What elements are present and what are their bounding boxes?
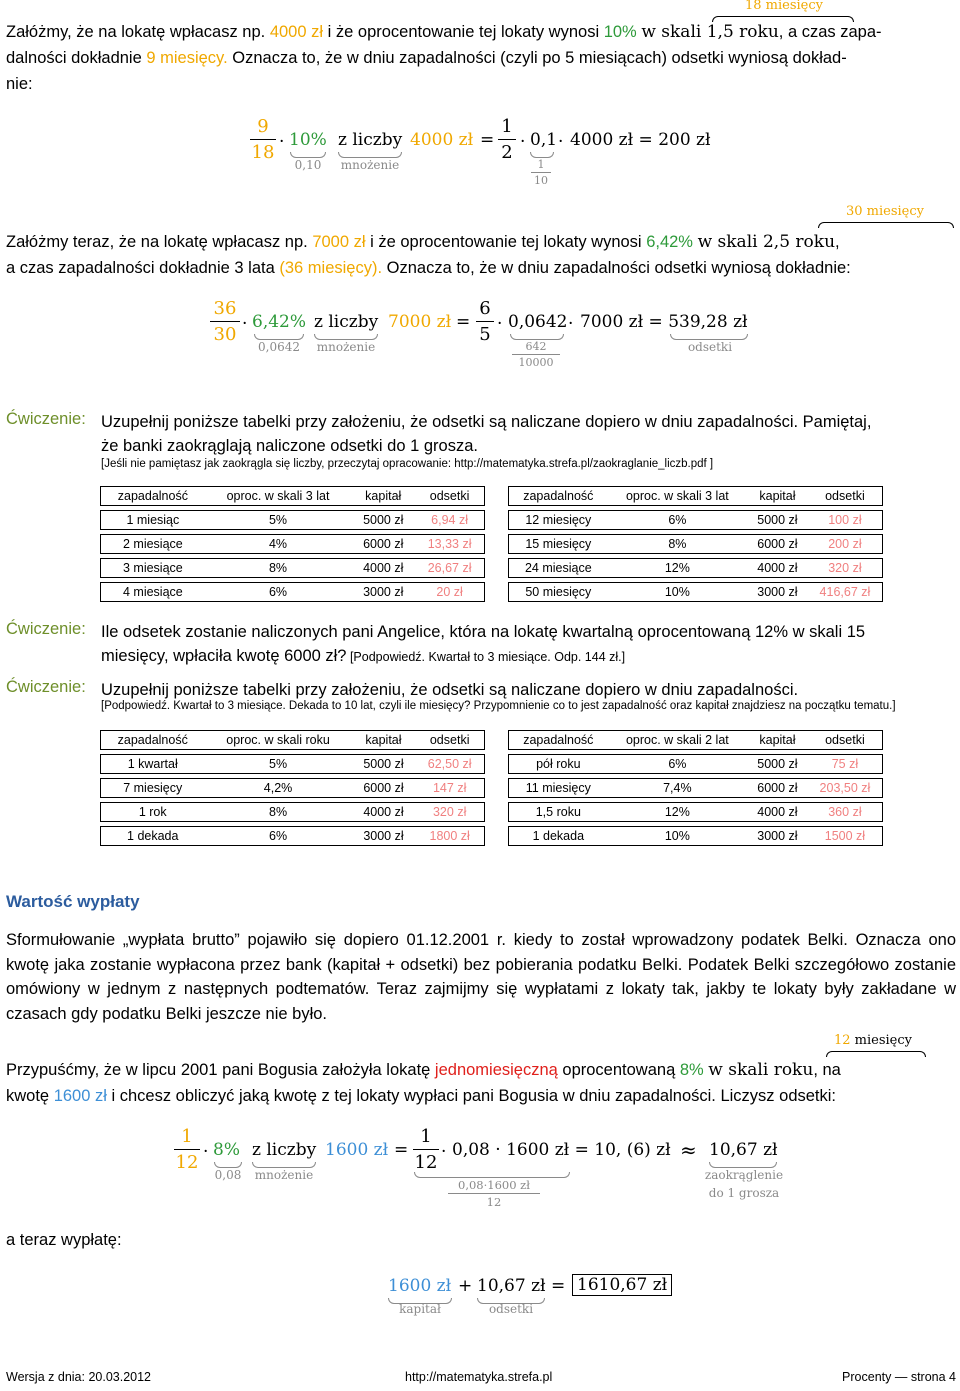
table-row — [508, 778, 883, 798]
paragraph-1-line2: dalności dokładnie 9 miesięcy. Oznacza to, że w dniu zapadalności (czyli po 5 miesiącach) odsetki wyniosą dokład- — [6, 49, 847, 67]
table-cell: 6000 zł — [352, 778, 416, 798]
table-cell: 2 miesiące — [100, 534, 205, 554]
table-cell: 4000 zł — [747, 558, 808, 578]
paragraph-3-line2: kwotę 1600 zł i chcesz obliczyć jaką kwotę z tej lokaty wypłaci pani Bogusia w dniu zapadalności. Liczysz odsetki: — [6, 1087, 836, 1105]
table-cell: 6000 zł — [351, 534, 415, 554]
table-cell: 203,50 zł — [808, 778, 883, 798]
table-cell: 1800 zł — [415, 826, 485, 846]
table-row — [100, 558, 485, 578]
table-cell: 4,2% — [204, 778, 351, 798]
final-result-box: 1610,67 zł — [572, 1274, 672, 1296]
exercise-1-text: Uzupełnij poniższe tabelki przy założeniu, że odsetki są naliczane dopiero w dniu zapadalności. Pamiętaj, że banki zaokrąglają naliczone odsetki do 1 grosza. — [101, 413, 872, 455]
table-header-cell: zapadalność — [508, 730, 608, 750]
table-cell: 1,5 roku — [508, 802, 608, 822]
table-cell: 3000 zł — [747, 582, 808, 602]
table-header-row — [508, 730, 883, 750]
table-cell: 147 zł — [415, 778, 485, 798]
table-cell: 12% — [608, 558, 747, 578]
table-row — [100, 802, 485, 822]
table-header-cell: zapadalność — [100, 730, 204, 750]
table-row — [100, 778, 485, 798]
table-cell: 8% — [608, 534, 747, 554]
exercise-1-hint: [Jeśli nie pamiętasz jak zaokrągla się liczby, przeczytaj opracowanie: http://matematyka.strefa.pl/zaokraglanie_liczb.pdf ] — [101, 458, 714, 470]
section-title: Wartość wypłaty — [6, 892, 140, 911]
table-cell: 4000 zł — [747, 802, 808, 822]
table-cell: 1 miesiąc — [100, 510, 205, 530]
table-cell: 15 miesięcy — [508, 534, 608, 554]
table-header-cell: odsetki — [415, 486, 485, 506]
table-cell: pół roku — [508, 754, 608, 774]
table-cell: 1 rok — [100, 802, 204, 822]
table-header-cell: zapadalność — [100, 486, 205, 506]
table-cell: 3 miesiące — [100, 558, 205, 578]
paragraph-4: a teraz wypłatę: — [6, 1231, 122, 1249]
table-cell: 26,67 zł — [415, 558, 485, 578]
table-cell: 3000 zł — [351, 582, 415, 602]
table-header-cell: kapitał — [747, 730, 808, 750]
table-header-cell: oproc. w skali 3 lat — [608, 486, 747, 506]
table-row — [100, 534, 485, 554]
table-cell: 11 miesięcy — [508, 778, 608, 798]
table-header-cell: odsetki — [808, 730, 883, 750]
table-header-cell: kapitał — [747, 486, 808, 506]
exercise-2-text: Ile odsetek zostanie naliczonych pani Angelice, która na lokatę kwartalną oprocentowaną 12% w skali 15 miesięcy, wpłaciła kwotę 6000 zł? [Podpowiedź. Kwartał to 3 miesiące. Odp. 144 zł.] — [101, 623, 866, 665]
table-cell: 6% — [204, 826, 351, 846]
paragraph-3-line1: Przypuśćmy, że w lipcu 2001 pani Bogusia założyła lokatę jednomiesięczną oprocentowaną 8% w skali roku, na — [6, 1060, 841, 1080]
over-label-12: 12 miesięcy — [834, 1033, 913, 1048]
table-cell: 320 zł — [415, 802, 485, 822]
table-header-row — [100, 486, 485, 506]
table-cell: 6% — [205, 582, 352, 602]
table-cell: 5000 zł — [747, 754, 808, 774]
table-cell: 50 miesięcy — [508, 582, 608, 602]
table-cell: 6% — [608, 754, 747, 774]
table-3 — [100, 726, 485, 850]
table-row — [508, 802, 883, 822]
paragraph-1-line1: Załóżmy, że na lokatę wpłacasz np. 4000 zł i że oprocentowanie tej lokaty wynosi 10% w skali 1,5 roku, a czas zapa- — [6, 22, 882, 42]
table-row — [508, 534, 883, 554]
table-cell: 8% — [205, 558, 352, 578]
exercise-3-text: Uzupełnij poniższe tabelki przy założeniu, że odsetki są naliczane dopiero w dniu zapadalności. — [101, 681, 799, 699]
table-cell: 5000 zł — [747, 510, 808, 530]
table-row — [508, 582, 883, 602]
table-cell: 4% — [205, 534, 352, 554]
table-cell: 1 dekada — [508, 826, 608, 846]
table-cell: 1 dekada — [100, 826, 204, 846]
table-cell: 3000 zł — [747, 826, 808, 846]
table-cell: 1500 zł — [808, 826, 883, 846]
table-cell: 360 zł — [808, 802, 883, 822]
footer-version: Wersja z dnia: 20.03.2012 — [6, 1370, 152, 1384]
table-row — [508, 754, 883, 774]
table-cell: 7 miesięcy — [100, 778, 204, 798]
footer-page: Procenty — strona 4 — [842, 1370, 956, 1384]
paragraph-1-line3: nie: — [6, 75, 33, 93]
table-cell: 6% — [608, 510, 747, 530]
table-cell: 5000 zł — [351, 510, 415, 530]
table-row — [100, 510, 485, 530]
table-header-cell: kapitał — [352, 730, 416, 750]
table-cell: 12% — [608, 802, 747, 822]
table-header-cell: kapitał — [351, 486, 415, 506]
table-cell: 10% — [608, 582, 747, 602]
table-row — [508, 826, 883, 846]
table-header-cell: odsetki — [415, 730, 485, 750]
table-cell: 100 zł — [808, 510, 883, 530]
eq1-fraction: 9 18 — [251, 116, 275, 163]
table-cell: 4 miesiące — [100, 582, 205, 602]
table-4 — [508, 726, 883, 850]
table-header-cell: oproc. w skali 2 lat — [608, 730, 747, 750]
table-cell: 5% — [205, 510, 352, 530]
table-cell: 10% — [608, 826, 747, 846]
table-cell: 200 zł — [808, 534, 883, 554]
table-cell: 3000 zł — [352, 826, 416, 846]
table-header-cell: oproc. w skali 3 lat — [205, 486, 352, 506]
table-cell: 20 zł — [415, 582, 485, 602]
paragraph-2-line1: Załóżmy teraz, że na lokatę wpłacasz np. 7000 zł i że oprocentowanie tej lokaty wynosi 6,42% w skali 2,5 roku, — [6, 232, 840, 252]
paragraph-2-line2: a czas zapadalności dokładnie 3 lata (36 miesięcy). Oznacza to, że w dniu zapadalności odsetki wyniosą dokładnie: — [6, 259, 851, 277]
table-row — [508, 558, 883, 578]
table-cell: 6000 zł — [747, 534, 808, 554]
table-header-cell: odsetki — [808, 486, 883, 506]
table-header-row — [100, 730, 485, 750]
table-2 — [508, 482, 883, 606]
table-cell: 7,4% — [608, 778, 747, 798]
table-cell: 416,67 zł — [808, 582, 883, 602]
eq1-rate: 10% — [289, 130, 327, 150]
exercise-1-label: Ćwiczenie: — [6, 410, 86, 428]
exercise-2-label: Ćwiczenie: — [6, 620, 86, 638]
table-row — [100, 582, 485, 602]
table-cell: 5000 zł — [352, 754, 416, 774]
table-cell: 6000 zł — [747, 778, 808, 798]
table-cell: 5% — [204, 754, 351, 774]
table-cell: 13,33 zł — [415, 534, 485, 554]
table-cell: 75 zł — [808, 754, 883, 774]
footer-link[interactable]: http://matematyka.strefa.pl — [405, 1370, 553, 1384]
table-row — [100, 754, 485, 774]
over-label-30: 30 miesięcy — [846, 204, 924, 219]
table-cell: 4000 zł — [352, 802, 416, 822]
table-cell: 62,50 zł — [415, 754, 485, 774]
table-cell: 4000 zł — [351, 558, 415, 578]
table-header-row — [508, 486, 883, 506]
table-cell: 24 miesiące — [508, 558, 608, 578]
table-1 — [100, 482, 485, 606]
table-header-cell: oproc. w skali roku — [204, 730, 351, 750]
eq1-amount: 4000 zł — [410, 130, 474, 150]
section-paragraph: Sformułowanie „wypłata brutto” pojawiło się dopiero 01.12.2001 r. kiedy to został wprowadzony podatek Belki. Oznacza ono kwotę jaka zostanie wypłacona przez bank (kapitał + odsetki) bez pobierania podatku Belki. Podatek Belki szczegółowo zostanie omówiony w jednym z następnych podtematów. Teraz zajmijmy się wypłatami z lokaty tak, jakby te lokaty były zakładane w czasach gdy podatku Belki jeszcze nie było. — [6, 931, 956, 1023]
table-cell: 8% — [204, 802, 351, 822]
exercise-3-label: Ćwiczenie: — [6, 678, 86, 696]
table-row — [508, 510, 883, 530]
table-row — [100, 826, 485, 846]
over-label-18: 18 miesięcy — [745, 0, 823, 13]
table-cell: 6,94 zł — [415, 510, 485, 530]
table-cell: 320 zł — [808, 558, 883, 578]
table-header-cell: zapadalność — [508, 486, 608, 506]
exercise-3-hint: [Podpowiedź. Kwartał to 3 miesiące. Dekada to 10 lat, czyli ile miesięcy? Przypomnienie co to jest zapadalność oraz kapitał znajdziesz na początku tematu.] — [101, 700, 896, 712]
table-cell: 12 miesięcy — [508, 510, 608, 530]
table-cell: 1 kwartał — [100, 754, 204, 774]
